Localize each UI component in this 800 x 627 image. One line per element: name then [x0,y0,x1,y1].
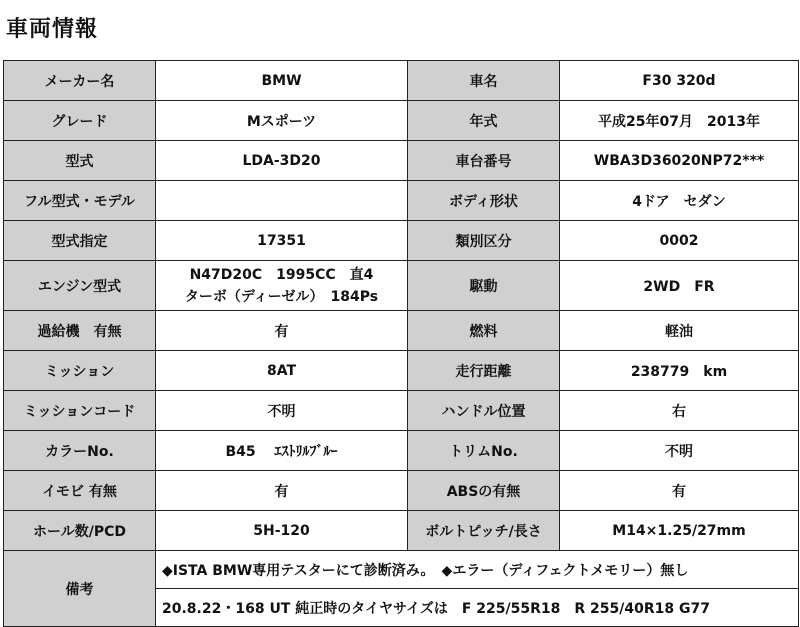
transmission-code-value: 不明 [156,391,408,431]
maker-value: BMW [156,61,408,101]
remarks-line-2: 20.8.22・168 UT 純正時のタイヤサイズは F 225/55R18 R 255/40R18 G77 [156,589,799,627]
transmission-code-label: ミッションコード [4,391,156,431]
drive-value: 2WD FR [560,261,799,311]
drive-label: 駆動 [408,261,560,311]
type-designation-label: 型式指定 [4,221,156,261]
bolt-pitch-label: ボルトピッチ/長さ [408,511,560,551]
category-label: 類別区分 [408,221,560,261]
year-value: 平成25年07月 2013年 [560,101,799,141]
car-name-value: F30 320d [560,61,799,101]
page-title: 車両情報 [6,17,99,42]
remarks-label: 備考 [4,551,156,627]
abs-label: ABSの有無 [408,471,560,511]
remarks-row [4,551,799,589]
fuel-value: 軽油 [560,311,799,351]
abs-value: 有 [560,471,799,511]
trim-no-value: 不明 [560,431,799,471]
steering-position-value: 右 [560,391,799,431]
transmission-value: 8AT [156,351,408,391]
table-row [4,351,799,391]
table-row [4,101,799,141]
turbo-label: 過給機 有無 [4,311,156,351]
bolt-pitch-value: M14×1.25/27mm [560,511,799,551]
table-row [4,511,799,551]
type-designation-value: 17351 [156,221,408,261]
transmission-label: ミッション [4,351,156,391]
year-label: 年式 [408,101,560,141]
mileage-value: 238779 km [560,351,799,391]
table-row [4,221,799,261]
grade-label: グレード [4,101,156,141]
immobilizer-value: 有 [156,471,408,511]
color-no-label: カラーNo. [4,431,156,471]
table-row [4,431,799,471]
trim-no-label: トリムNo. [408,431,560,471]
table-row [4,311,799,351]
pcd-label: ホール数/PCD [4,511,156,551]
grade-value: Mスポーツ [156,101,408,141]
engine-type-line-2: ターボ（ディーゼル） 184Ps [184,288,379,305]
fuel-label: 燃料 [408,311,560,351]
body-type-value: 4ドア セダン [560,181,799,221]
category-value: 0002 [560,221,799,261]
immobilizer-label: イモビ 有無 [4,471,156,511]
table-row [4,261,799,311]
full-model-label: フル型式・モデル [4,181,156,221]
turbo-value: 有 [156,311,408,351]
vehicle-spec-table [3,60,799,627]
table-row [4,471,799,511]
engine-type-value [156,261,408,311]
car-name-label: 車名 [408,61,560,101]
table-row [4,141,799,181]
model-code-value: LDA-3D20 [156,141,408,181]
pcd-value: 5H-120 [156,511,408,551]
full-model-value [156,181,408,221]
engine-type-label: エンジン型式 [4,261,156,311]
remarks-line-1: ◆ISTA BMW専用テスターにて診断済み。 ◆エラー（ディフェクトメモリー）無し [156,551,799,589]
table-row [4,181,799,221]
model-code-label: 型式 [4,141,156,181]
steering-position-label: ハンドル位置 [408,391,560,431]
mileage-label: 走行距離 [408,351,560,391]
table-row [4,61,799,101]
chassis-number-value: WBA3D36020NP72*** [560,141,799,181]
engine-type-line-1: N47D20C 1995CC 直4 [189,266,374,283]
table-row [4,391,799,431]
body-type-label: ボディ形状 [408,181,560,221]
chassis-number-label: 車台番号 [408,141,560,181]
maker-label: メーカー名 [4,61,156,101]
color-no-value: B45 ｴｽﾄﾘﾙﾌﾞﾙｰ [156,431,408,471]
